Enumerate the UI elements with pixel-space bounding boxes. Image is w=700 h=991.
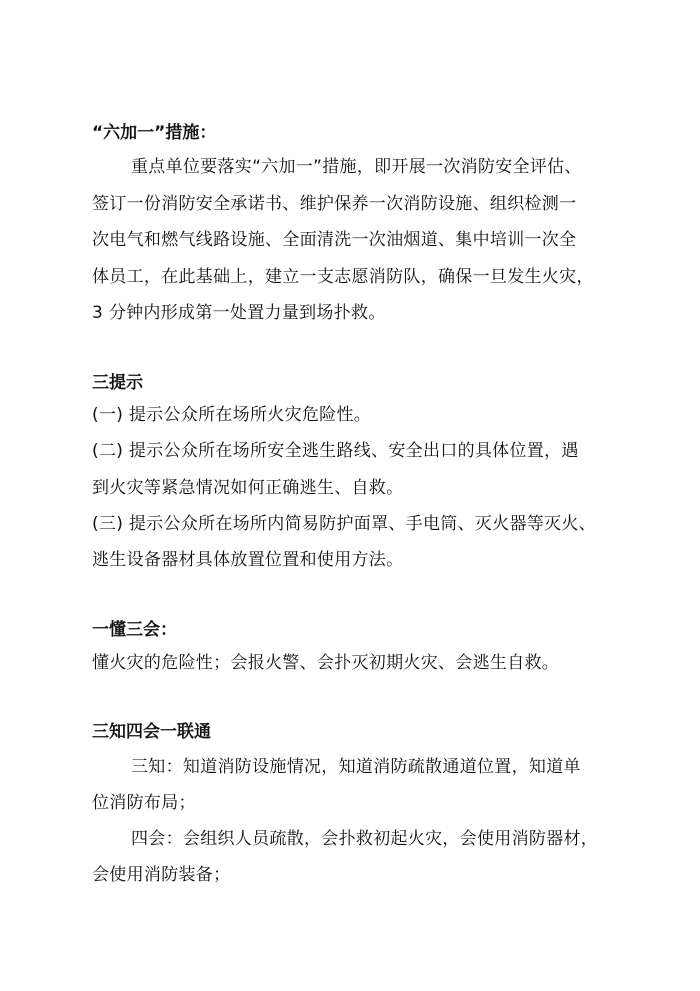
paragraph-line: 三知：知道消防设施情况，知道消防疏散通道位置，知道单 — [131, 757, 581, 777]
paragraph-line: (三) 提示公众所在场所内简易防护面罩、手电筒、灭火器等灭火、 — [92, 514, 596, 534]
section-heading-six-plus-one: “六加一”措施： — [92, 123, 217, 143]
section-heading-one-know-three-can: 一懂三会： — [92, 620, 177, 640]
paragraph-line: 次电气和燃气线路设施、全面清洗一次油烟道、集中培训一次全 — [92, 230, 577, 250]
section-heading-three-know-four-can: 三知四会一联通 — [92, 722, 211, 742]
paragraph-line: 3 分钟内形成第一处置力量到场扑救。 — [92, 303, 386, 323]
paragraph-line: 签订一份消防安全承诺书、维护保养一次消防设施、组织检测一 — [92, 194, 577, 214]
section-heading-three-tips: 三提示 — [92, 373, 143, 393]
paragraph-line: 位消防布局； — [92, 793, 196, 813]
paragraph-line: (一) 提示公众所在场所火灾危险性。 — [92, 405, 372, 425]
paragraph-line: 会使用消防装备； — [92, 865, 231, 885]
paragraph-line: 四会：会组织人员疏散，会扑救初起火灾，会使用消防器材， — [131, 829, 599, 849]
paragraph-line: 重点单位要落实“六加一”措施，即开展一次消防安全评估、 — [131, 157, 582, 177]
paragraph-line: 体员工，在此基础上，建立一支志愿消防队，确保一旦发生火灾， — [92, 267, 594, 287]
paragraph-line: (二) 提示公众所在场所安全逃生路线、安全出口的具体位置，遇 — [92, 441, 579, 461]
paragraph-line: 逃生设备器材具体放置位置和使用方法。 — [92, 550, 404, 570]
paragraph-line: 懂火灾的危险性；会报火警、会扑灭初期火灾、会逃生自救。 — [92, 653, 560, 673]
paragraph-line: 到火灾等紧急情况如何正确逃生、自救。 — [92, 478, 404, 498]
